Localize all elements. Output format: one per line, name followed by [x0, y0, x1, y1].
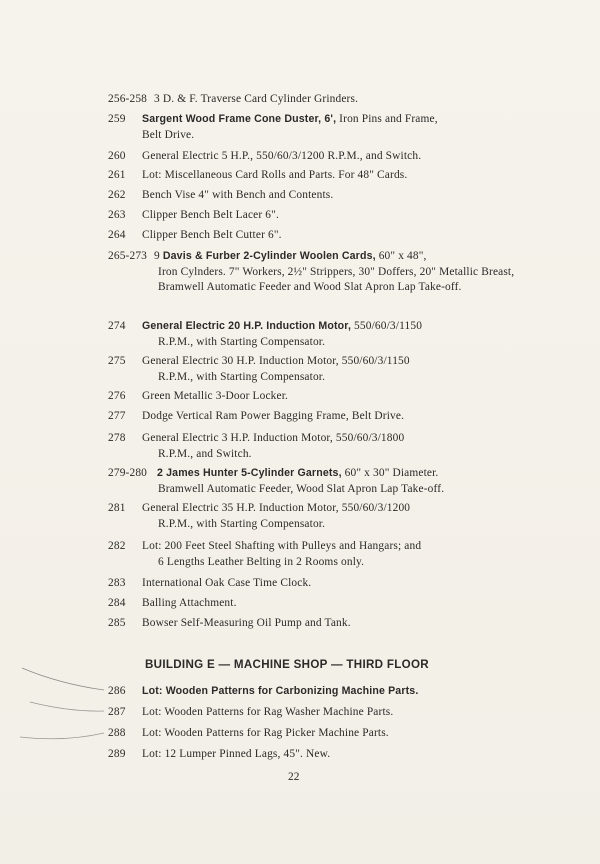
item-description: Lot: Wooden Patterns for Rag Washer Machine Parts.	[142, 706, 394, 718]
item-description: Iron Pins and Frame,	[336, 113, 438, 125]
item-continuation: R.P.M., with Starting Compensator.	[158, 335, 326, 348]
item-description: General Electric 35 H.P. Induction Motor, 550/60/3/1200	[142, 502, 411, 514]
catalog-item	[108, 705, 518, 721]
catalog-item	[108, 149, 518, 165]
catalog-item	[108, 466, 518, 497]
item-description: 3 D. & F. Traverse Card Cylinder Grinders.	[154, 93, 359, 105]
item-title: General Electric 20 H.P. Induction Motor,	[142, 320, 352, 332]
catalog-item	[108, 501, 518, 532]
catalog-item	[108, 409, 518, 425]
lot-number: 276	[108, 390, 126, 402]
catalog-item	[108, 319, 518, 350]
lot-number: 289	[108, 748, 126, 760]
catalog-item	[108, 208, 518, 224]
item-description: 60" x 48",	[375, 250, 427, 262]
item-description: General Electric 5 H.P., 550/60/3/1200 R.P.M., and Switch.	[142, 150, 422, 162]
lot-number: 283	[108, 577, 126, 589]
item-continuation: Iron Cylnders. 7" Workers, 2½" Strippers, 30" Doffers, 20" Metallic Breast, Bramwell Automatic Feeder and Wood Slat Apron Lap Take-off.	[158, 265, 515, 293]
lot-number: 256-258	[108, 93, 148, 105]
item-description: Lot: 200 Feet Steel Shafting with Pulleys and Hangars; and	[142, 540, 422, 552]
catalog-item	[108, 92, 518, 108]
item-title: 2 James Hunter 5-Cylinder Garnets,	[157, 467, 342, 479]
catalog-item	[108, 616, 518, 632]
item-description: Green Metallic 3-Door Locker.	[142, 390, 289, 402]
item-description: Clipper Bench Belt Cutter 6".	[142, 229, 282, 241]
item-title: Lot: Wooden Patterns for Carbonizing Machine Parts.	[142, 685, 419, 697]
item-description: Balling Attachment.	[142, 597, 237, 609]
item-description: 550/60/3/1150	[351, 320, 423, 332]
item-description: Lot: 12 Lumper Pinned Lags, 45". New.	[142, 748, 331, 760]
catalog-item	[108, 576, 518, 592]
item-continuation: Bramwell Automatic Feeder, Wood Slat Apron Lap Take-off.	[158, 482, 445, 495]
page-number: 22	[288, 771, 300, 783]
catalog-item	[108, 249, 518, 296]
catalog-item	[108, 389, 518, 405]
item-description: General Electric 30 H.P. Induction Motor, 550/60/3/1150	[142, 355, 410, 367]
lot-number: 265-273	[108, 250, 148, 262]
lot-number: 288	[108, 727, 126, 739]
item-description: 60" x 30" Diameter.	[341, 467, 439, 479]
lot-number: 278	[108, 432, 126, 444]
lot-number: 263	[108, 209, 126, 221]
lot-number: 261	[108, 169, 126, 181]
lot-number: 262	[108, 189, 126, 201]
item-description: Lot: Wooden Patterns for Rag Picker Machine Parts.	[142, 727, 389, 739]
lot-number: 284	[108, 597, 126, 609]
catalog-item	[108, 747, 518, 763]
catalog-item	[108, 168, 518, 184]
item-description: Bench Vise 4" with Bench and Contents.	[142, 189, 334, 201]
catalog-item	[108, 354, 518, 385]
lot-number: 279-280	[108, 467, 148, 479]
item-continuation: R.P.M., with Starting Compensator.	[158, 370, 326, 383]
lot-number: 259	[108, 113, 126, 125]
item-description: Dodge Vertical Ram Power Bagging Frame, Belt Drive.	[142, 410, 405, 422]
lot-number: 260	[108, 150, 126, 162]
lot-number: 282	[108, 540, 126, 552]
lot-number: 285	[108, 617, 126, 629]
item-description: Bowser Self-Measuring Oil Pump and Tank.	[142, 617, 351, 629]
catalog-item	[108, 726, 518, 742]
item-continuation: 6 Lengths Leather Belting in 2 Rooms only.	[158, 555, 365, 568]
item-description: General Electric 3 H.P. Induction Motor, 550/60/3/1800	[142, 432, 405, 444]
section-heading: BUILDING E — MACHINE SHOP — THIRD FLOOR	[145, 658, 429, 671]
lot-number: 264	[108, 229, 126, 241]
lot-number: 286	[108, 685, 126, 697]
lot-number: 287	[108, 706, 126, 718]
item-quantity: 9	[154, 250, 163, 262]
item-continuation: R.P.M., and Switch.	[158, 447, 252, 460]
catalog-item	[108, 431, 518, 462]
item-continuation: Belt Drive.	[142, 128, 195, 141]
item-continuation: R.P.M., with Starting Compensator.	[158, 517, 326, 530]
lot-number: 277	[108, 410, 126, 422]
catalog-item	[108, 112, 518, 143]
catalog-item	[108, 539, 518, 570]
lot-number: 274	[108, 320, 126, 332]
item-title: Sargent Wood Frame Cone Duster, 6',	[142, 113, 337, 125]
catalog-item	[108, 684, 518, 700]
item-description: Clipper Bench Belt Lacer 6".	[142, 209, 279, 221]
lot-number: 281	[108, 502, 126, 514]
catalog-item	[108, 596, 518, 612]
catalog-item	[108, 228, 518, 244]
catalog-item	[108, 188, 518, 204]
item-description: Lot: Miscellaneous Card Rolls and Parts. For 48" Cards.	[142, 169, 408, 181]
item-description: International Oak Case Time Clock.	[142, 577, 312, 589]
item-title: Davis & Furber 2-Cylinder Woolen Cards,	[162, 250, 376, 262]
lot-number: 275	[108, 355, 126, 367]
